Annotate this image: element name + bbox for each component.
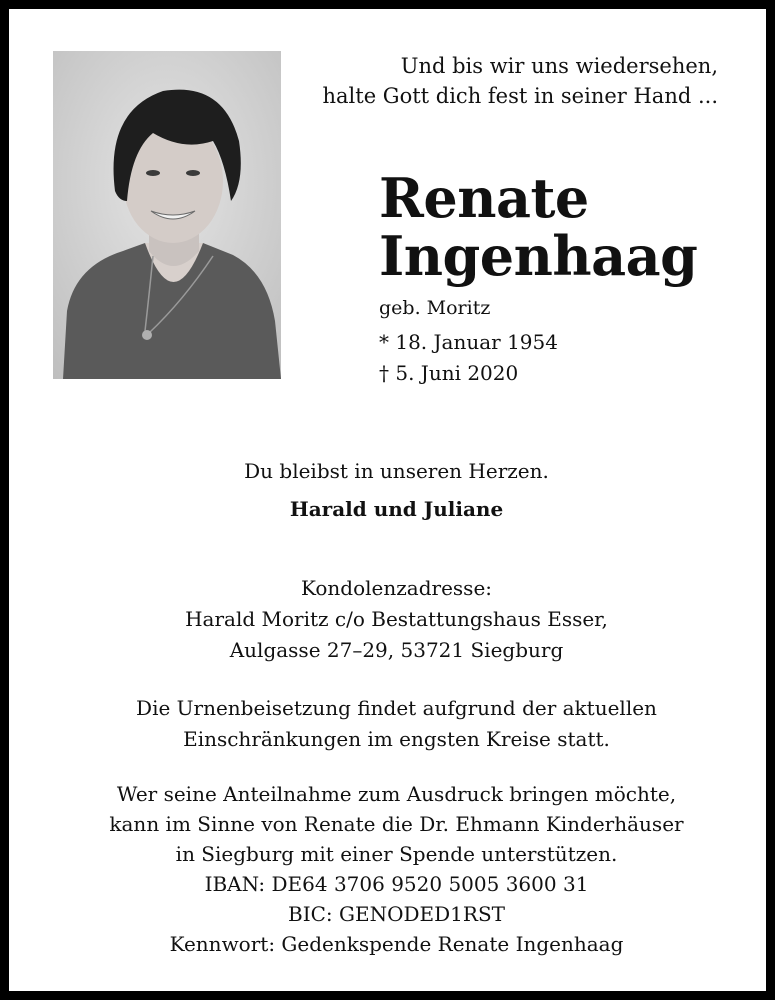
motto-line: halte Gott dich fest in seiner Hand ...: [322, 84, 718, 108]
condolence-line: Aulgasse 27–29, 53721 Siegburg: [229, 638, 564, 662]
birth-name: geb. Moritz: [379, 297, 491, 319]
first-name: Renate: [379, 166, 589, 230]
life-dates: [379, 327, 558, 389]
donation-info: [18, 779, 775, 959]
donation-line: kann im Sinne von Renate die Dr. Ehmann Kinderhäuser: [109, 812, 684, 836]
reference-line: Kennwort: Gedenkspende Renate Ingenhaag: [169, 932, 624, 956]
birth-date: * 18. Januar 1954: [379, 330, 558, 354]
deceased-name: [379, 166, 698, 288]
motto-verse: [318, 51, 718, 111]
condolence-line: Kondolenzadresse:: [300, 576, 493, 600]
burial-note-line: Einschränkungen im engsten Kreise statt.: [183, 727, 610, 751]
burial-note-line: Die Urnenbeisetzung findet aufgrund der aktuellen: [136, 696, 657, 720]
donation-line: in Siegburg mit einer Spende unterstützen.: [175, 842, 618, 866]
motto-line: Und bis wir uns wiedersehen,: [400, 54, 718, 78]
bic-line: BIC: GENODED1RST: [288, 902, 505, 926]
burial-note: [18, 693, 775, 755]
last-name: Ingenhaag: [379, 224, 698, 288]
condolence-line: Harald Moritz c/o Bestattungshaus Esser,: [185, 607, 608, 631]
iban-line: IBAN: DE64 3706 9520 5005 3600 31: [204, 872, 589, 896]
mourners-signature: Harald und Juliane: [289, 497, 504, 521]
condolence-address: [18, 573, 775, 666]
donation-line: Wer seine Anteilnahme zum Ausdruck bringen möchte,: [116, 782, 677, 806]
farewell-text: Du bleibst in unseren Herzen.: [244, 459, 549, 483]
portrait-photo: [53, 51, 281, 379]
death-date: † 5. Juni 2020: [379, 361, 519, 385]
